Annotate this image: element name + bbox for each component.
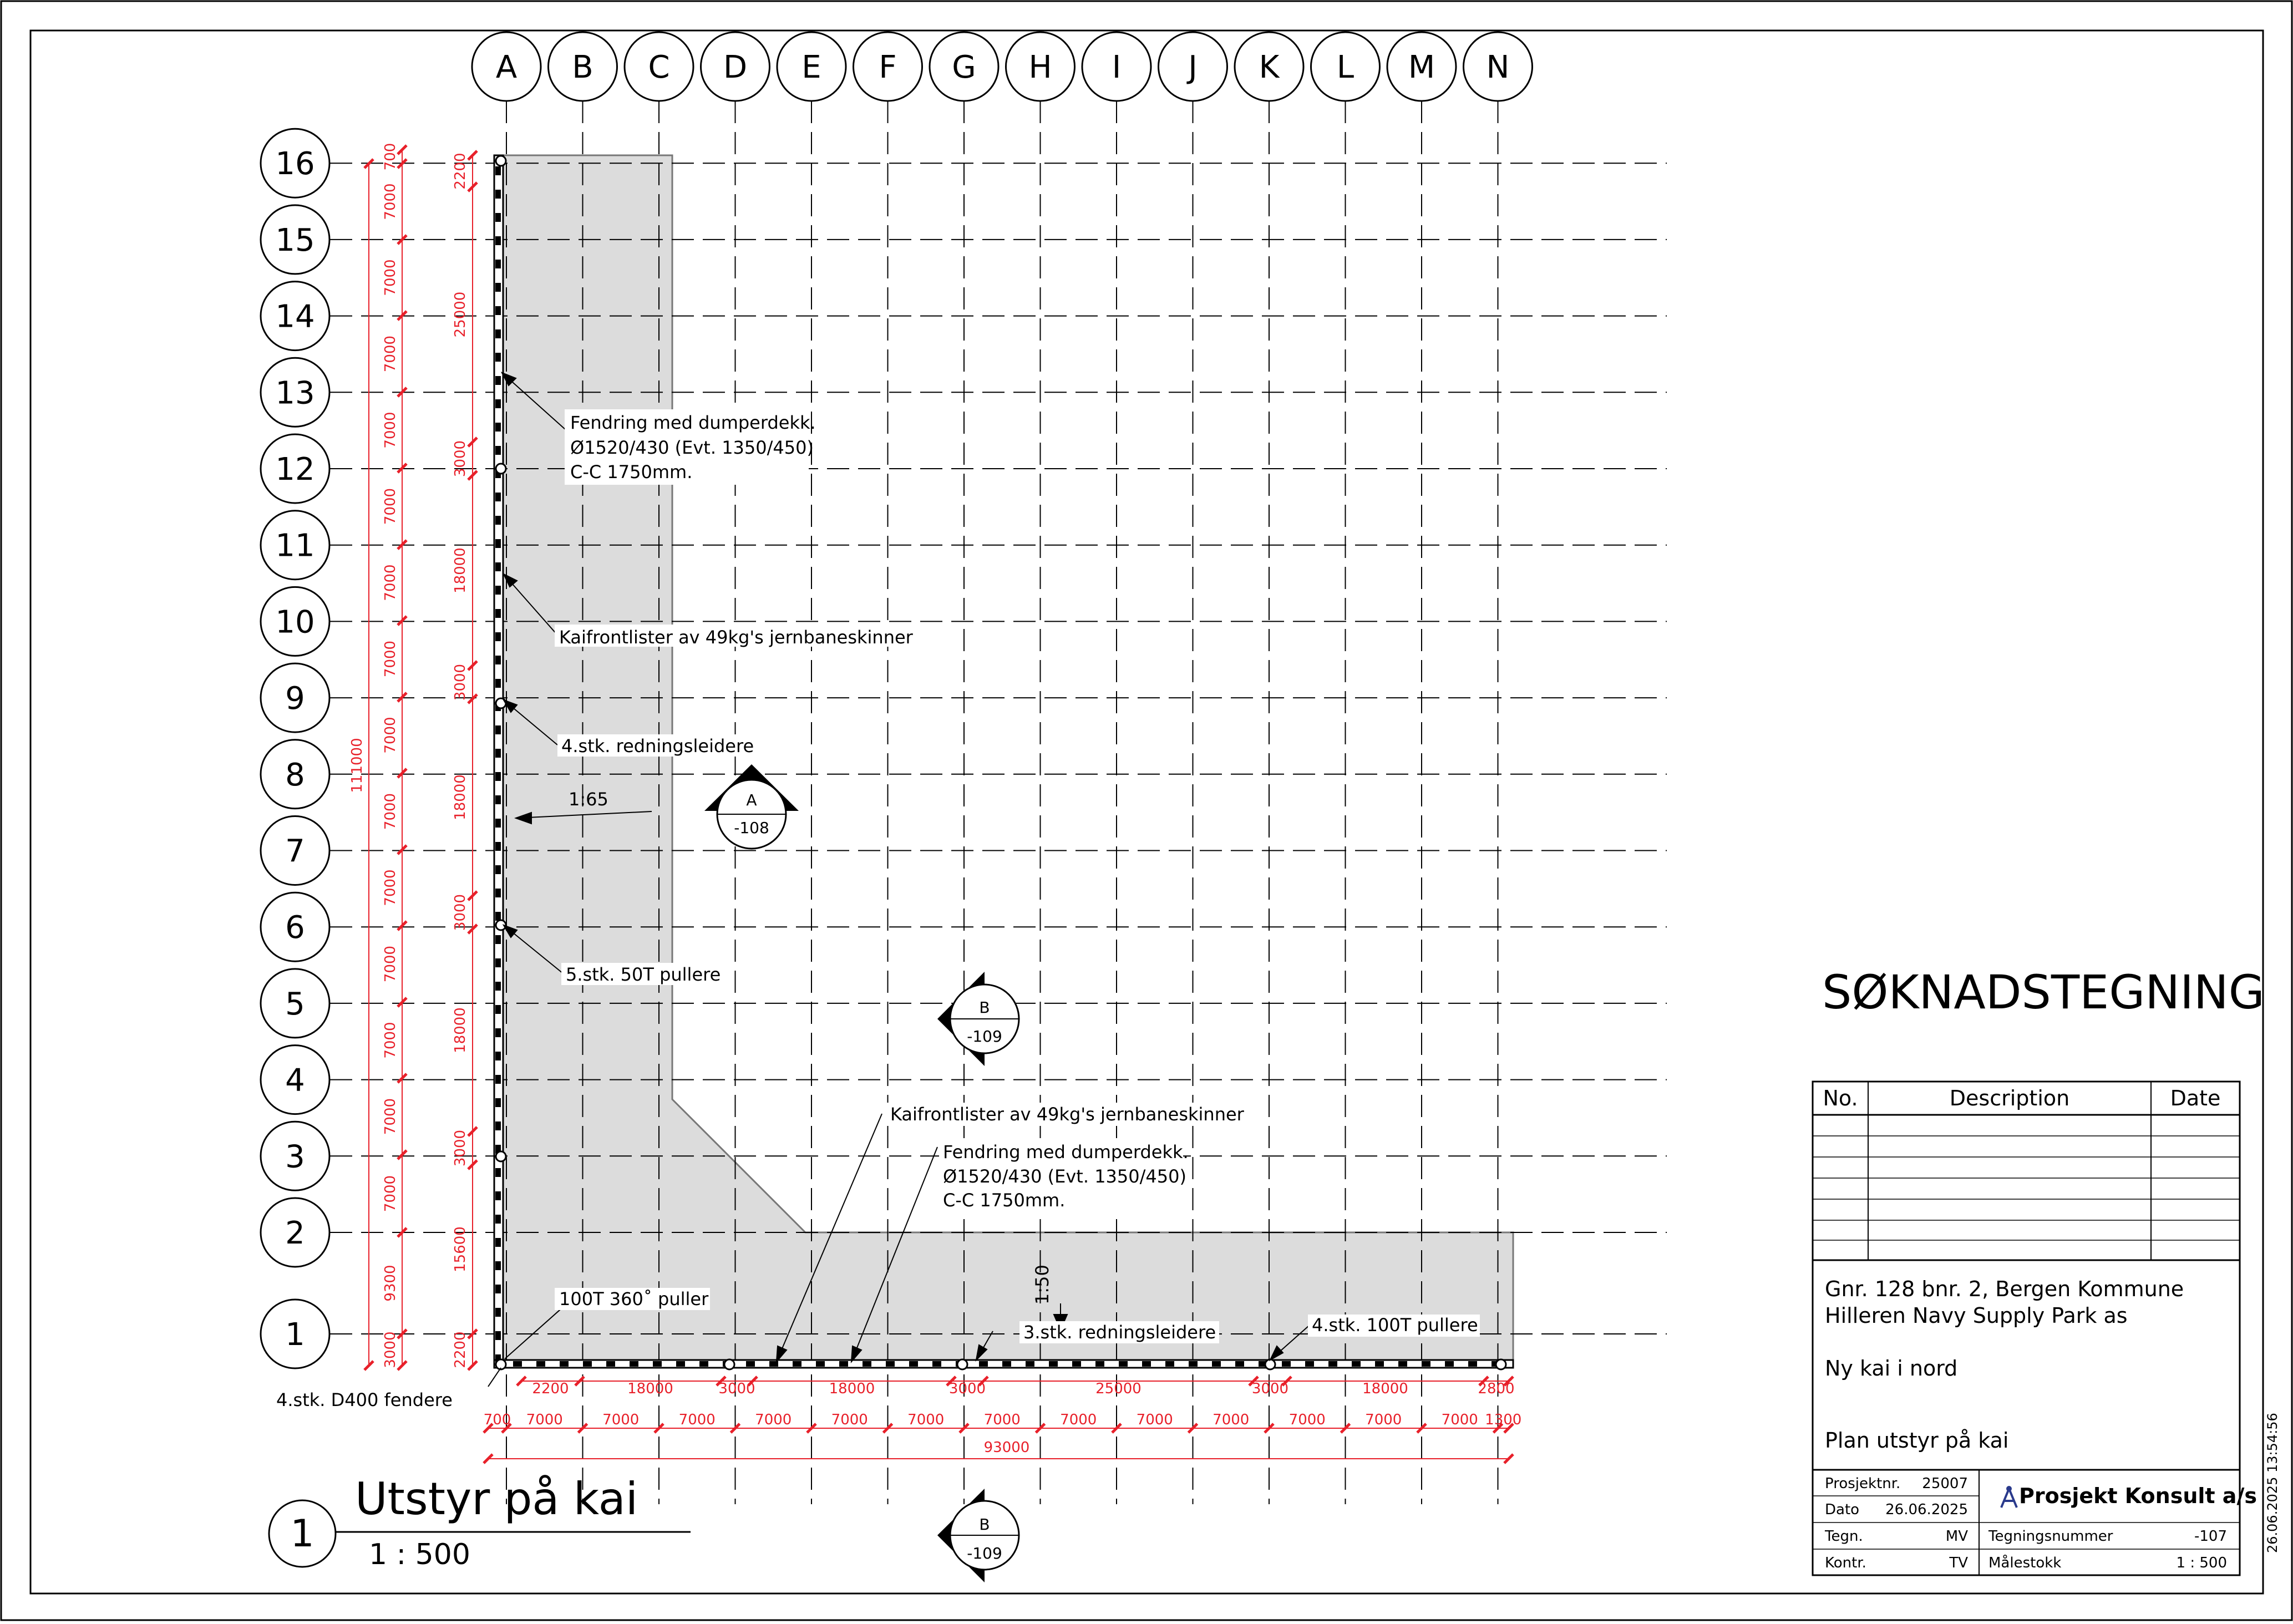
fender-block bbox=[495, 190, 501, 199]
tb-dato-label: Dato bbox=[1825, 1501, 1860, 1518]
fender-block bbox=[909, 1361, 918, 1367]
fender-block bbox=[793, 1361, 801, 1367]
fender-block bbox=[495, 865, 501, 874]
fender-block bbox=[495, 1168, 501, 1177]
fender-block bbox=[1422, 1361, 1430, 1367]
fender-block bbox=[495, 1285, 501, 1293]
note-pullere-50t: 5.stk. 50T pullere bbox=[566, 964, 721, 985]
fender-block bbox=[495, 1308, 501, 1317]
dim-horizontal-grid-label: 7000 bbox=[907, 1412, 945, 1428]
tb-malestokk-label: Målestokk bbox=[1988, 1555, 2062, 1571]
dim-horizontal-equipment-label: 3000 bbox=[1251, 1381, 1289, 1397]
grid-label-col-N: N bbox=[1486, 49, 1510, 85]
dim-horizontal-grid-label: 7000 bbox=[1213, 1412, 1250, 1428]
project-line1: Gnr. 128 bnr. 2, Bergen Kommune bbox=[1825, 1277, 2184, 1301]
grid-label-col-A: A bbox=[495, 49, 518, 85]
fender-block bbox=[495, 609, 501, 618]
fender-block bbox=[699, 1361, 708, 1367]
fender-block bbox=[1119, 1361, 1128, 1367]
view-number: 1 bbox=[290, 1512, 314, 1556]
dim-vertical-equipment-label: 3000 bbox=[452, 663, 469, 701]
dim-horizontal-equipment-label: 3000 bbox=[718, 1381, 755, 1397]
dim-vertical-grid-label: 700 bbox=[382, 143, 399, 171]
fender-block bbox=[495, 166, 501, 175]
fender-block bbox=[630, 1361, 638, 1367]
grid-label-row-7: 7 bbox=[285, 833, 305, 870]
fender-block bbox=[495, 376, 501, 385]
dim-horizontal-grid-label: 700 bbox=[483, 1412, 511, 1428]
fender-block bbox=[495, 329, 501, 338]
dim-vertical-equipment-label: 18000 bbox=[452, 547, 469, 593]
fender-block bbox=[560, 1361, 569, 1367]
project-line3: Ny kai i nord bbox=[1825, 1356, 1958, 1381]
fender-block bbox=[495, 562, 501, 571]
fender-block bbox=[495, 353, 501, 362]
section-b-upper-ref: -109 bbox=[967, 1027, 1002, 1046]
dim-vertical-grid-label: 7000 bbox=[382, 1022, 399, 1059]
grid-label-col-M: M bbox=[1408, 49, 1435, 85]
fender-block bbox=[495, 982, 501, 991]
section-b-upper-letter: B bbox=[979, 998, 990, 1017]
view-scale: 1 : 500 bbox=[369, 1538, 470, 1571]
grid-label-col-B: B bbox=[572, 49, 593, 85]
grid-label-row-16: 16 bbox=[275, 146, 315, 182]
fender-block bbox=[495, 516, 501, 525]
dim-horizontal-equipment-label: 18000 bbox=[1362, 1381, 1408, 1397]
dim-vertical-grid-label: 7000 bbox=[382, 183, 399, 220]
dim-horizontal-grid-label: 7000 bbox=[1060, 1412, 1097, 1428]
fender-block bbox=[1002, 1361, 1011, 1367]
fender-block bbox=[495, 1238, 501, 1247]
fender-block bbox=[495, 842, 501, 851]
fender-block bbox=[1165, 1361, 1174, 1367]
grid-label-row-14: 14 bbox=[275, 298, 315, 335]
dim-vertical-equipment-label: 3000 bbox=[452, 894, 469, 931]
grid-label-col-F: F bbox=[879, 49, 897, 85]
dim-horizontal-equipment-label: 2800 bbox=[1478, 1381, 1515, 1397]
fender-block bbox=[495, 656, 501, 664]
dim-vertical-grid-label: 7000 bbox=[382, 640, 399, 678]
dim-vertical-equipment-label: 25000 bbox=[452, 291, 469, 338]
grid-label-col-C: C bbox=[648, 49, 670, 85]
section-a-ref: -108 bbox=[734, 819, 769, 837]
tb-prosjektnr-value: 25007 bbox=[1922, 1475, 1968, 1492]
dim-vertical-equipment-label: 2200 bbox=[452, 1331, 469, 1368]
section-mark-a bbox=[704, 764, 799, 849]
fender-block bbox=[495, 1261, 501, 1270]
tb-kontr-label: Kontr. bbox=[1825, 1555, 1866, 1571]
dim-vertical-grid-label: 9300 bbox=[382, 1265, 399, 1302]
grid-label-col-K: K bbox=[1259, 49, 1280, 85]
fender-block bbox=[495, 749, 501, 758]
tb-tegningsnummer-label: Tegningsnummer bbox=[1988, 1528, 2113, 1545]
dim-vertical-equipment-label: 3000 bbox=[452, 1129, 469, 1167]
fender-block bbox=[495, 399, 501, 408]
fender-block bbox=[583, 1361, 592, 1367]
dim-horizontal-equipment-label: 18000 bbox=[829, 1381, 875, 1397]
tb-dato-value: 26.06.2025 bbox=[1885, 1501, 1968, 1518]
dim-vertical-grid-label: 7000 bbox=[382, 412, 399, 449]
fender-block bbox=[1352, 1361, 1361, 1367]
fender-block bbox=[1212, 1361, 1221, 1367]
note-pullere-100t: 4.stk. 100T pullere bbox=[1312, 1315, 1478, 1336]
grid-label-row-11: 11 bbox=[275, 527, 315, 564]
section-a-letter: A bbox=[746, 791, 757, 809]
note-fendring-lower-line2: Ø1520/430 (Evt. 1350/450) bbox=[943, 1166, 1186, 1187]
note-redningsleidere-3: 3.stk. redningsleidere bbox=[1023, 1322, 1216, 1343]
fender-block bbox=[1189, 1361, 1198, 1367]
fender-block bbox=[495, 1075, 501, 1084]
fender-block bbox=[1095, 1361, 1104, 1367]
print-timestamp: 26.06.2025 13:54:56 bbox=[2265, 1413, 2280, 1553]
dim-horizontal-grid-label: 7000 bbox=[983, 1412, 1021, 1428]
dim-vertical-equipment-label: 2200 bbox=[452, 153, 469, 190]
note-kaifront-lower: Kaifrontlister av 49kg's jernbaneskinner bbox=[890, 1104, 1244, 1125]
dim-horizontal-grid-label: 7000 bbox=[1288, 1412, 1326, 1428]
fender-block bbox=[1445, 1361, 1454, 1367]
company-logo-icon bbox=[2001, 1487, 2017, 1508]
fender-block bbox=[495, 493, 501, 501]
dim-vertical-equipment-label: 18000 bbox=[452, 1007, 469, 1053]
fender-block bbox=[1235, 1361, 1244, 1367]
fender-block bbox=[979, 1361, 988, 1367]
grid-label-row-8: 8 bbox=[285, 757, 305, 793]
fender-block bbox=[495, 213, 501, 222]
fender-block bbox=[1398, 1361, 1407, 1367]
dim-horizontal-grid-label: 7000 bbox=[1365, 1412, 1402, 1428]
dim-vertical-grid-label: 3000 bbox=[382, 1331, 399, 1368]
fender-block bbox=[1375, 1361, 1384, 1367]
dim-horizontal-equipment-label: 3000 bbox=[948, 1381, 986, 1397]
section-mark-b-upper bbox=[937, 972, 1019, 1066]
dim-vertical-grid-label: 7000 bbox=[382, 335, 399, 373]
fender-block bbox=[513, 1361, 522, 1367]
fender-block bbox=[606, 1361, 615, 1367]
dim-vertical-equipment-label: 15600 bbox=[452, 1226, 469, 1272]
note-fendring-lower-line1: Fendring med dumperdekk. bbox=[943, 1141, 1189, 1163]
fender-block bbox=[495, 889, 501, 897]
fender-block bbox=[1142, 1361, 1151, 1367]
note-scale-1-50: 1:50 bbox=[1032, 1265, 1053, 1305]
note-puller-100t-360: 100T 360˚ puller bbox=[559, 1288, 709, 1310]
tb-tegningsnummer-value: -107 bbox=[2194, 1528, 2227, 1545]
fender-block bbox=[495, 725, 501, 734]
tb-kontr-value: TV bbox=[1949, 1555, 1968, 1571]
fender-block bbox=[495, 1215, 501, 1224]
fender-block bbox=[653, 1361, 662, 1367]
fender-block bbox=[495, 539, 501, 548]
fender-block bbox=[495, 306, 501, 315]
dim-vertical-grid-label: 7000 bbox=[382, 1098, 399, 1135]
fender-block bbox=[1282, 1361, 1291, 1367]
fender-block bbox=[495, 1331, 501, 1340]
grid-label-row-9: 9 bbox=[285, 681, 305, 717]
fender-block bbox=[839, 1361, 848, 1367]
fender-block bbox=[746, 1361, 755, 1367]
fender-block bbox=[1026, 1361, 1034, 1367]
stamp-soknadstegning: SØKNADSTEGNING bbox=[1822, 965, 2265, 1019]
fender-block bbox=[495, 958, 501, 967]
fender-block bbox=[495, 236, 501, 245]
fender-block bbox=[495, 260, 501, 268]
fender-block bbox=[495, 632, 501, 641]
dim-horizontal-grid-label: 7000 bbox=[678, 1412, 716, 1428]
note-scale-1-65: 1:65 bbox=[569, 789, 608, 810]
grid-label-row-4: 4 bbox=[285, 1062, 305, 1099]
grid-label-row-6: 6 bbox=[285, 910, 305, 946]
rev-col-no: No. bbox=[1823, 1086, 1858, 1110]
tb-prosjektnr-label: Prosjektnr. bbox=[1825, 1475, 1901, 1492]
fender-block bbox=[495, 1121, 501, 1130]
note-fendring-line3: C-C 1750mm. bbox=[570, 461, 693, 483]
fender-block bbox=[495, 935, 501, 944]
fender-block bbox=[495, 1005, 501, 1014]
grid-label-col-L: L bbox=[1336, 49, 1355, 85]
grid-label-row-2: 2 bbox=[285, 1215, 305, 1251]
fender-block bbox=[495, 679, 501, 688]
grid-label-col-J: J bbox=[1188, 49, 1198, 85]
fender-block bbox=[495, 1191, 501, 1200]
note-fendring-lower-line3: C-C 1750mm. bbox=[943, 1190, 1066, 1211]
fender-block bbox=[495, 772, 501, 781]
grid-label-row-12: 12 bbox=[275, 451, 315, 488]
dim-vertical-grid-label: 7000 bbox=[382, 1175, 399, 1212]
fender-block bbox=[495, 1052, 501, 1060]
grid-label-row-10: 10 bbox=[275, 604, 315, 641]
fender-block bbox=[1468, 1361, 1477, 1367]
company-name: Prosjekt Konsult a/s bbox=[2019, 1484, 2257, 1508]
dim-vertical-total-label: 111000 bbox=[349, 738, 366, 793]
grid-label-col-I: I bbox=[1112, 49, 1122, 85]
note-redningsleidere-4: 4.stk. redningsleidere bbox=[561, 735, 754, 757]
grid-label-row-1: 1 bbox=[285, 1317, 305, 1353]
grid-label-col-G: G bbox=[952, 49, 976, 85]
fender-block bbox=[495, 446, 501, 455]
grid-label-row-5: 5 bbox=[285, 986, 305, 1022]
fender-block bbox=[495, 819, 501, 828]
dim-vertical-grid-label: 7000 bbox=[382, 259, 399, 296]
dim-horizontal-equipment-label: 18000 bbox=[627, 1381, 673, 1397]
grid-label-row-13: 13 bbox=[275, 375, 315, 412]
dim-vertical-grid-label: 7000 bbox=[382, 869, 399, 906]
fender-block bbox=[932, 1361, 941, 1367]
fender-block bbox=[495, 283, 501, 292]
fender-block bbox=[495, 912, 501, 921]
fender-block bbox=[676, 1361, 685, 1367]
project-line4: Plan utstyr på kai bbox=[1825, 1428, 2009, 1453]
fender-block bbox=[1049, 1361, 1058, 1367]
dim-vertical-grid-label: 7000 bbox=[382, 564, 399, 601]
fender-block bbox=[1328, 1361, 1337, 1367]
dim-horizontal-grid-label: 7000 bbox=[755, 1412, 792, 1428]
tb-malestokk-value: 1 : 500 bbox=[2176, 1555, 2227, 1571]
project-line2: Hilleren Navy Supply Park as bbox=[1825, 1303, 2128, 1328]
view-title bbox=[269, 1473, 691, 1571]
dim-vertical-equipment-label: 18000 bbox=[452, 774, 469, 820]
fender-block bbox=[863, 1361, 871, 1367]
note-fendere-d400: 4.stk. D400 fendere bbox=[276, 1389, 453, 1410]
dim-horizontal-grid-label: 1300 bbox=[1485, 1412, 1522, 1428]
dim-horizontal-total-label: 93000 bbox=[983, 1439, 1030, 1456]
dim-vertical-grid-label: 7000 bbox=[382, 945, 399, 983]
note-fendring-line2: Ø1520/430 (Evt. 1350/450) bbox=[570, 437, 814, 458]
tb-tegn-label: Tegn. bbox=[1825, 1528, 1863, 1545]
tb-tegn-value: MV bbox=[1945, 1528, 1968, 1545]
dim-horizontal-equipment-label: 2200 bbox=[532, 1381, 569, 1397]
dim-horizontal-grid-label: 7000 bbox=[1441, 1412, 1478, 1428]
section-b-lower-ref: -109 bbox=[967, 1544, 1002, 1562]
dim-horizontal-grid-label: 7000 bbox=[602, 1412, 640, 1428]
fender-block bbox=[495, 586, 501, 595]
dim-vertical-equipment-label: 3000 bbox=[452, 440, 469, 478]
dim-horizontal-equipment-label: 25000 bbox=[1095, 1381, 1142, 1397]
fender-block bbox=[495, 1098, 501, 1107]
view-title-text: Utstyr på kai bbox=[355, 1473, 638, 1525]
grid-label-row-15: 15 bbox=[275, 222, 315, 258]
dim-horizontal-grid-label: 7000 bbox=[831, 1412, 868, 1428]
grid-label-col-D: D bbox=[723, 49, 748, 85]
grid-label-col-E: E bbox=[801, 49, 821, 85]
fender-block bbox=[1305, 1361, 1314, 1367]
grid-label-row-3: 3 bbox=[285, 1139, 305, 1175]
fender-block bbox=[816, 1361, 825, 1367]
fender-block bbox=[1072, 1361, 1081, 1367]
fender-block bbox=[495, 795, 501, 804]
fender-block bbox=[495, 1028, 501, 1037]
dim-horizontal-grid-label: 7000 bbox=[526, 1412, 563, 1428]
fender-block bbox=[536, 1361, 545, 1367]
rev-col-date: Date bbox=[2170, 1086, 2221, 1110]
note-fendring-line1: Fendring med dumperdekk. bbox=[570, 412, 816, 433]
grid-label-col-H: H bbox=[1028, 49, 1052, 85]
rev-col-description: Description bbox=[1949, 1086, 2070, 1110]
fender-block bbox=[495, 423, 501, 432]
fender-block bbox=[886, 1361, 895, 1367]
section-b-lower-letter: B bbox=[979, 1515, 990, 1534]
dim-vertical-grid-label: 7000 bbox=[382, 717, 399, 754]
dim-vertical-grid-label: 7000 bbox=[382, 793, 399, 830]
dim-horizontal-grid-label: 7000 bbox=[1136, 1412, 1173, 1428]
note-kaifront-upper: Kaifrontlister av 49kg's jernbaneskinner bbox=[559, 627, 913, 648]
dim-vertical-grid-label: 7000 bbox=[382, 488, 399, 525]
section-mark-b-lower bbox=[937, 1489, 1019, 1582]
